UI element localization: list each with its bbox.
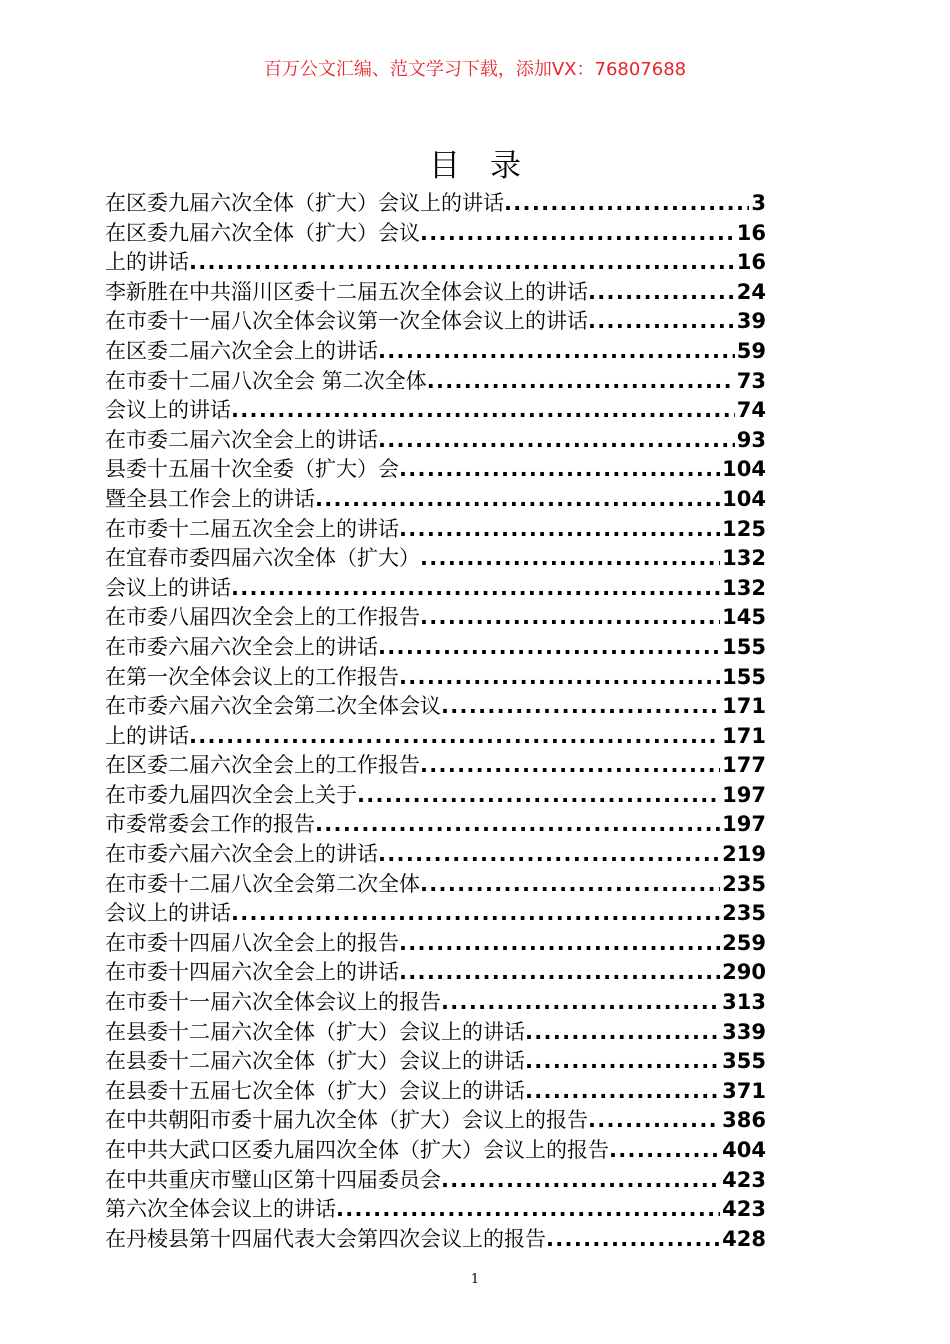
- toc-entry[interactable]: [105, 899, 766, 929]
- toc-entry-title: 县委十五届十次全委（扩大）会: [105, 457, 399, 482]
- toc-entry-page: 155: [722, 664, 766, 689]
- toc-entry-page: 235: [722, 901, 766, 926]
- toc-entry[interactable]: [105, 603, 766, 633]
- toc-dot-leader: [420, 870, 720, 900]
- toc-entry-page: 428: [722, 1226, 766, 1251]
- toc-entry-title: 上的讲话: [105, 723, 189, 748]
- toc-dot-leader: [609, 1136, 720, 1166]
- toc-entry-page: 313: [722, 990, 766, 1015]
- toc-dot-leader: [525, 1018, 720, 1048]
- toc-entry[interactable]: [105, 337, 766, 367]
- toc-entry[interactable]: [105, 396, 766, 426]
- toc-entry-page: 39: [736, 309, 766, 334]
- toc-entry-page: 171: [722, 723, 766, 748]
- toc-entry-page: 423: [722, 1167, 766, 1192]
- toc-entry-page: 197: [722, 782, 766, 807]
- toc-dot-leader: [441, 692, 720, 722]
- toc-entry[interactable]: [105, 1166, 766, 1196]
- toc-entry-title: 在中共重庆市璧山区第十四届委员会: [105, 1167, 441, 1192]
- toc-entry[interactable]: [105, 367, 766, 397]
- toc-dot-leader: [546, 1225, 720, 1255]
- toc-entry-title: 会议上的讲话: [105, 398, 231, 423]
- toc-entry-page: 355: [722, 1049, 766, 1074]
- toc-dot-leader: [231, 574, 720, 604]
- toc-entry-title: 暨全县工作会上的讲话: [105, 486, 315, 511]
- toc-dot-leader: [420, 544, 720, 574]
- toc-entry-page: 24: [736, 279, 766, 304]
- toc-entry-title: 在市委十二届八次全会 第二次全体: [105, 368, 427, 393]
- toc-entry[interactable]: [105, 722, 766, 752]
- toc-entry-title: 在中共大武口区委九届四次全体（扩大）会议上的报告: [105, 1138, 609, 1162]
- toc-entry-title: 会议上的讲话: [105, 575, 231, 600]
- toc-dot-leader: [399, 515, 720, 545]
- toc-dot-leader: [588, 307, 735, 337]
- toc-dot-leader: [420, 603, 720, 633]
- toc-entry-title: 在丹棱县第十四届代表大会第四次会议上的报告: [105, 1226, 546, 1251]
- toc-dot-leader: [336, 1195, 720, 1225]
- toc-entry[interactable]: [105, 544, 766, 574]
- toc-entry-page: 145: [722, 605, 766, 630]
- toc-entry-title: 在市委二届六次全会上的讲话: [105, 427, 378, 452]
- toc-entry-page: 16: [736, 220, 766, 245]
- toc-entry-title: 在市委十一届八次全体会议第一次全体会议上的讲话: [105, 309, 588, 334]
- toc-entry[interactable]: [105, 781, 766, 811]
- toc-entry-page: 74: [736, 398, 766, 423]
- toc-entry-title: 会议上的讲话: [105, 901, 231, 926]
- toc-dot-leader: [441, 1166, 720, 1196]
- toc-entry-title: 在区委二届六次全会上的工作报告: [105, 753, 420, 778]
- toc-entry[interactable]: [105, 958, 766, 988]
- toc-entry-page: 235: [722, 871, 766, 896]
- toc-dot-leader: [420, 751, 720, 781]
- toc-entry[interactable]: [105, 810, 766, 840]
- toc-entry[interactable]: [105, 1077, 766, 1107]
- toc-entry-title: 第六次全体会议上的讲话: [105, 1197, 336, 1222]
- toc-dot-leader: [399, 455, 720, 485]
- toc-entry-title: 在区委九届六次全体（扩大）会议上的讲话: [105, 191, 504, 215]
- toc-entry[interactable]: [105, 692, 766, 722]
- toc-entry[interactable]: [105, 1195, 766, 1225]
- toc-entry[interactable]: [105, 426, 766, 456]
- toc-entry-page: 423: [722, 1197, 766, 1222]
- toc-entry[interactable]: [105, 307, 766, 337]
- toc-entry-title: 在市委十二届五次全会上的讲话: [105, 516, 399, 541]
- toc-entry-page: 219: [722, 842, 766, 867]
- toc-entry-title: 在第一次全体会议上的工作报告: [105, 664, 399, 689]
- toc-dot-leader: [378, 840, 720, 870]
- toc-list: [105, 189, 766, 1254]
- toc-entry-page: 259: [722, 930, 766, 955]
- toc-entry[interactable]: [105, 751, 766, 781]
- toc-dot-leader: [315, 810, 720, 840]
- toc-entry-page: 125: [722, 516, 766, 541]
- toc-entry-page: 404: [722, 1138, 766, 1162]
- toc-entry-title: 在市委六届六次全会第二次全体会议: [105, 694, 441, 719]
- toc-dot-leader: [525, 1047, 720, 1077]
- toc-entry[interactable]: [105, 1225, 766, 1255]
- toc-entry-page: 93: [736, 427, 766, 452]
- toc-entry-title: 在县委十五届七次全体（扩大）会议上的讲话: [105, 1078, 525, 1103]
- toc-entry-page: 371: [722, 1078, 766, 1103]
- toc-entry-page: 155: [722, 634, 766, 659]
- toc-entry[interactable]: [105, 248, 766, 278]
- toc-dot-leader: [525, 1077, 720, 1107]
- toc-entry-title: 在市委十二届八次全会第二次全体: [105, 871, 420, 896]
- toc-entry-title: 在县委十二届六次全体（扩大）会议上的讲话: [105, 1019, 525, 1044]
- toc-entry[interactable]: [105, 840, 766, 870]
- toc-entry-page: 132: [722, 546, 766, 571]
- toc-entry-title: 李新胜在中共淄川区委十二届五次全体会议上的讲话: [105, 279, 588, 304]
- toc-entry-title: 在市委十四届六次全会上的讲话: [105, 960, 399, 985]
- toc-entry[interactable]: [105, 633, 766, 663]
- toc-entry-title: 在中共朝阳市委十届九次全体（扩大）会议上的报告: [105, 1108, 588, 1133]
- toc-entry[interactable]: [105, 929, 766, 959]
- toc-entry-page: 59: [736, 338, 766, 363]
- toc-entry-page: 177: [722, 753, 766, 778]
- toc-entry-page: 197: [722, 812, 766, 837]
- toc-entry-title: 在市委六届六次全会上的讲话: [105, 634, 378, 659]
- toc-entry-page: 171: [722, 694, 766, 719]
- toc-title: 目录: [429, 148, 551, 184]
- toc-entry-page: 16: [736, 250, 766, 275]
- toc-entry[interactable]: [105, 219, 766, 249]
- toc-entry-page: 386: [722, 1108, 766, 1133]
- toc-entry[interactable]: [105, 1106, 766, 1136]
- toc-dot-leader: [420, 219, 735, 249]
- toc-entry[interactable]: [105, 278, 766, 308]
- toc-entry-page: 132: [722, 575, 766, 600]
- toc-entry-page: 290: [722, 960, 766, 985]
- toc-entry[interactable]: [105, 574, 766, 604]
- toc-entry-page: 73: [736, 368, 766, 393]
- toc-entry[interactable]: [105, 1018, 766, 1048]
- toc-dot-leader: [189, 248, 735, 278]
- toc-entry-title: 在市委六届六次全会上的讲话: [105, 842, 378, 867]
- toc-dot-leader: [399, 958, 720, 988]
- toc-entry[interactable]: [105, 189, 766, 219]
- toc-entry-title: 在区委二届六次全会上的讲话: [105, 338, 378, 363]
- toc-dot-leader: [189, 722, 720, 752]
- toc-entry-title: 在市委十四届八次全会上的报告: [105, 930, 399, 955]
- toc-entry-title: 在市委八届四次全会上的工作报告: [105, 605, 420, 630]
- toc-entry[interactable]: [105, 988, 766, 1018]
- toc-entry-page: 104: [722, 486, 766, 511]
- header-note: 百万公文汇编、范文学习下载，添加VX：76807688: [263, 59, 687, 80]
- toc-entry-title: 市委常委会工作的报告: [105, 812, 315, 837]
- toc-entry[interactable]: [105, 485, 766, 515]
- toc-entry[interactable]: [105, 663, 766, 693]
- toc-dot-leader: [357, 781, 720, 811]
- toc-dot-leader: [378, 337, 735, 367]
- toc-dot-leader: [315, 485, 720, 515]
- toc-dot-leader: [378, 633, 720, 663]
- toc-entry[interactable]: [105, 1047, 766, 1077]
- toc-entry-page: 339: [722, 1019, 766, 1044]
- toc-dot-leader: [231, 899, 720, 929]
- toc-entry-title: 在市委九届四次全会上关于: [105, 782, 357, 807]
- toc-entry-page: 104: [722, 457, 766, 482]
- toc-dot-leader: [427, 367, 735, 397]
- toc-dot-leader: [504, 189, 749, 219]
- toc-dot-leader: [231, 396, 735, 426]
- toc-entry[interactable]: [105, 1136, 766, 1166]
- toc-entry-title: 在宜春市委四届六次全体（扩大）: [105, 546, 420, 571]
- toc-entry-title: 在县委十二届六次全体（扩大）会议上的讲话: [105, 1049, 525, 1074]
- toc-entry-title: 上的讲话: [105, 250, 189, 275]
- toc-entry[interactable]: [105, 455, 766, 485]
- toc-dot-leader: [399, 663, 720, 693]
- toc-entry-page: 3: [751, 191, 766, 215]
- page-number: 1: [470, 1272, 480, 1287]
- toc-dot-leader: [441, 988, 720, 1018]
- toc-dot-leader: [399, 929, 720, 959]
- toc-dot-leader: [588, 278, 735, 308]
- toc-entry[interactable]: [105, 515, 766, 545]
- toc-entry[interactable]: [105, 870, 766, 900]
- toc-entry-title: 在区委九届六次全体（扩大）会议: [105, 220, 420, 245]
- toc-dot-leader: [588, 1106, 720, 1136]
- toc-entry-title: 在市委十一届六次全体会议上的报告: [105, 990, 441, 1015]
- toc-dot-leader: [378, 426, 735, 456]
